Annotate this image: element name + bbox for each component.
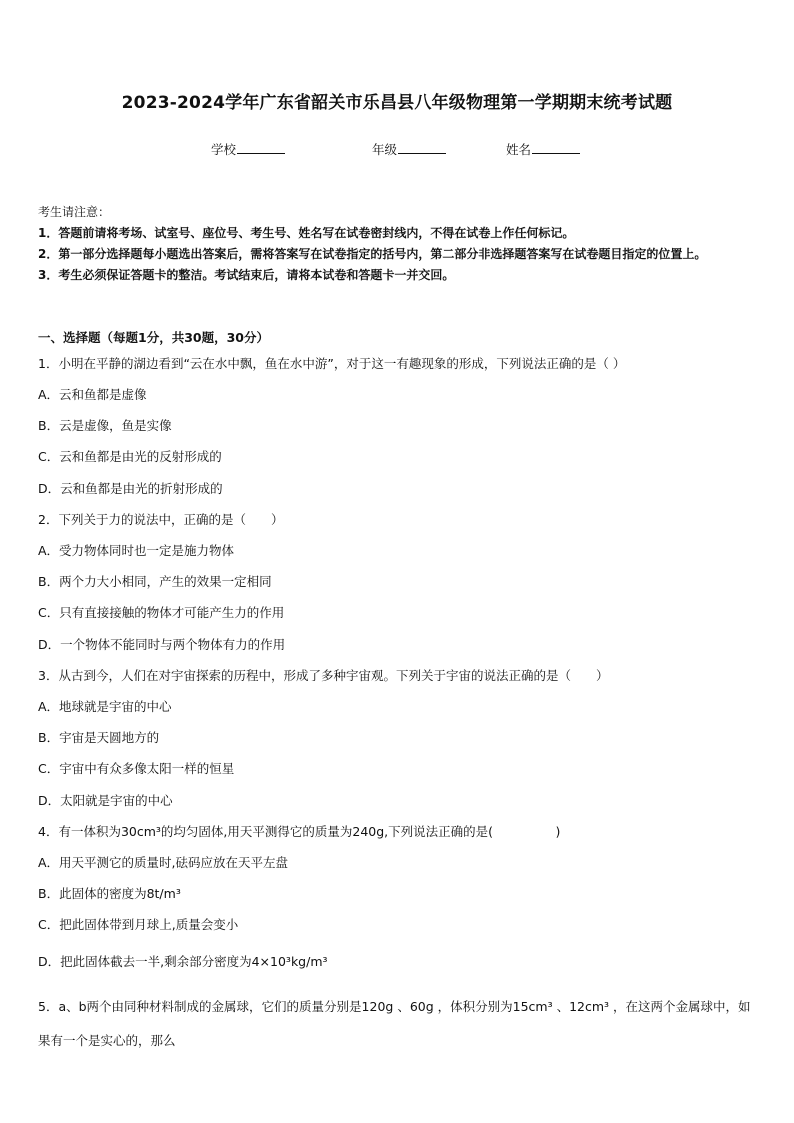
- school-label: 学校: [211, 142, 237, 157]
- notice-heading: 考生请注意：: [38, 205, 111, 219]
- question-option: C．只有直接接触的物体才可能产生力的作用: [38, 605, 285, 620]
- question-option: B．两个力大小相同，产生的效果一定相同: [38, 574, 272, 589]
- section-heading: 一、选择题（每题1分，共30题，30分）: [38, 330, 269, 345]
- question-option: A．云和鱼都是虚像: [38, 387, 147, 402]
- question-option: A．受力物体同时也一定是施力物体: [38, 543, 235, 558]
- question-option: C．宇宙中有众多像太阳一样的恒星: [38, 761, 235, 776]
- name-field: [506, 140, 580, 158]
- question-option: C．把此固体带到月球上,质量会变小: [38, 917, 239, 932]
- question-option: A．地球就是宇宙的中心: [38, 699, 172, 714]
- question-stem: 3．从古到今，人们在对宇宙探索的历程中，形成了多种宇宙观。下列关于宇宙的说法正确的是（ ）: [38, 668, 609, 683]
- question-stem: 4．有一体积为30cm³的均匀固体,用天平测得它的质量为240g,下列说法正确的是( ): [38, 824, 561, 839]
- question-option: B．此固体的密度为8t/m³: [38, 886, 181, 901]
- candidate-notice: [38, 202, 760, 286]
- grade-label: 年级: [372, 142, 398, 157]
- exam-title: 2023-2024学年广东省韶关市乐昌县八年级物理第一学期期末统考试题: [121, 93, 673, 113]
- question-option: B．宇宙是天圆地方的: [38, 730, 160, 745]
- school-field: [211, 140, 285, 158]
- notice-item: 1．答题前请将考场、试室号、座位号、考生号、姓名写在试卷密封线内，不得在试卷上作任何标记。: [38, 226, 575, 240]
- notice-item: 2．第一部分选择题每小题选出答案后，需将答案写在试卷指定的括号内，第二部分非选择题答案写在试卷题目指定的位置上。: [38, 247, 707, 261]
- question-option: D．把此固体截去一半,剩余部分密度为4×10³kg/m³: [38, 954, 328, 969]
- question-option: C．云和鱼都是由光的反射形成的: [38, 449, 222, 464]
- school-blank: [237, 141, 285, 154]
- question-option: B．云是虚像，鱼是实像: [38, 418, 172, 433]
- question-option: D．一个物体不能同时与两个物体有力的作用: [38, 637, 286, 652]
- question-option: D．云和鱼都是由光的折射形成的: [38, 481, 223, 496]
- question-option: D．太阳就是宇宙的中心: [38, 793, 173, 808]
- name-blank: [532, 141, 580, 154]
- question-stem: 2．下列关于力的说法中，正确的是（ ）: [38, 512, 284, 527]
- name-label: 姓名: [506, 142, 532, 157]
- question-stem: 1．小明在平静的湖边看到“云在水中飘，鱼在水中游”，对于这一有趣现象的形成，下列说法正确的是（ ）: [38, 356, 626, 371]
- question-option: A．用天平测它的质量时,砝码应放在天平左盘: [38, 855, 289, 870]
- grade-blank: [398, 141, 446, 154]
- grade-field: [372, 140, 446, 158]
- question-stem-5: 5．a、b两个由同种材料制成的金属球，它们的质量分别是120g 、60g ，体积分别为15cm³ 、12cm³ ，在这两个金属球中，如果有一个是实心的，那么: [38, 999, 751, 1048]
- notice-item: 3．考生必须保证答题卡的整洁。考试结束后，请将本试卷和答题卡一并交回。: [38, 268, 455, 282]
